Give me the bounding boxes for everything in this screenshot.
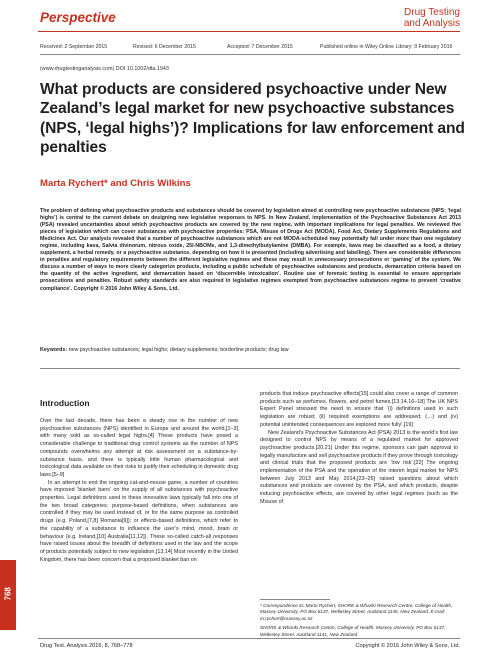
affiliation-note: SHORE & Whariki Research Centre, College of Health, Massey University, PO Box 6137, Wellesley Street, Auckland 1141, New Zealand	[260, 625, 446, 637]
page-number-tab	[0, 560, 16, 630]
paragraph: New Zealand’s Psychoactive Substances Act (PSA) 2013 is the world’s first law designed to control NPS by means of a regulated market for approved psychoactive products.[20,21] Under this regime, sponsors can gain approval to legally manufacture and sell psychoactive products if they prove through toxicology and clinical trials that the proposed products are ‘low risk’.[22] The ongoing implementation of the PSA and the operation of the interim legal market for NPS between July 2013 and May 2014,[23–25] raised questions about which substances and products are covered by the PSA, and which products, despite inducing psychoactive effects, are covered by other legal regimes (such as the Misuse of	[260, 429, 458, 505]
footer-rule	[38, 638, 460, 639]
received-date: Received: 2 September 2015	[40, 44, 108, 50]
page-number: 768	[3, 587, 13, 601]
paragraph: products that induce psychoactive effects[15] could also cover a range of common products such as perfumes, flowers, and petrol fumes.[13,14,16–18] The UK NPS Expert Panel stressed the need to ensure that ‘(i) definitions used in such legislation are robust; (ii) required exemptions are addressed; (…) and (iv) potential unintended consequences are explored more fully’.[19]	[260, 391, 458, 428]
published-date: Published online in Wiley Online Library: 9 February 2016	[320, 44, 453, 50]
revised-date: Revised: 6 December 2015	[133, 44, 196, 50]
right-column	[260, 391, 458, 507]
accepted-date: Accepted: 7 December 2015	[227, 44, 293, 50]
footer-copyright: Copyright © 2016 John Wiley & Sons, Ltd.	[355, 643, 460, 649]
keywords-rule	[40, 368, 460, 369]
footer-citation: Drug Test. Analysis 2016, 8, 768–778	[40, 643, 133, 649]
correspondence-note: * Correspondence to: Marta Rychert, SHORE & Whariki Research Centre, College of Health, Massey University, PO Box 6137, Wellesley Street, Auckland 1145, New Zealand. E-mail: m.rychert@massey.ac.nz	[260, 603, 453, 621]
journal-name-line2: and Analysis	[403, 18, 460, 29]
abstract: The problem of defining what psychoactive products and substances should be covered by legislation aimed at controlling new psychoactive substances (NPS; ‘legal highs’) is central to the current debate on designing new legislative responses to NPS. In New Zealand, implementation of the Psychoactive Substances Act 2013 (PSA) revealed uncertainties about which psychoactive products are covered by the new regime, with important implications for legal penalties. We reviewed five pieces of legislation which can cover substances with psychoactive properties: PSA, Misuse of Drugs Act (MODA), Food Act, Dietary Supplements Regulations and Medicines Act. Our analysis revealed that a number of psychoactive substances which are not MODA-scheduled may potentially fall under more than one regulatory regime, including kava, Salvia divinorum, nitrous oxide, 25I-NBOMe, and 1,3-dimethylbutylamine (DMBA). For example, kava may be classified as a food, a dietary supplement, a herbal remedy, or a psychoactive substance, depending on how it is presented (including advertising and labelling). There are considerable differences in penalties and regulatory requirements between the different legislative regimes and these may result in unnecessary prosecutions or ‘gaming’ of the system. We discuss a number of ways to more clearly categorize products, including a public schedule of psychoactive substances and products, demarcation criteria based on the quantity of the active ingredient, and demarcation based on ‘discernible intoxication’. Routine use of forensic testing is essential to ensure appropriate prosecutions and penalties. Robust safety standards are also required in legislative regimes exempted from psychoactive substances regime to prevent ‘creative compliance’. Copyright © 2016 John Wiley & Sons, Ltd.	[40, 208, 461, 292]
author-list: Marta Rychert* and Chris Wilkins	[40, 178, 191, 189]
left-column	[40, 418, 238, 564]
header-rule	[38, 31, 460, 32]
footnote	[260, 603, 458, 641]
doi-line[interactable]: (www.drugtestinganalysis.com) DOI 10.1002/dta.1943	[40, 66, 169, 72]
footnote-rule	[260, 599, 330, 600]
journal-header	[0, 0, 496, 36]
section-label: Perspective	[40, 10, 116, 25]
keywords-list: new psychoactive substances; legal highs; dietary supplements; borderline products; drug law	[68, 347, 289, 353]
introduction-heading: Introduction	[40, 398, 90, 408]
article-title: What products are considered psychoactive under New Zealand’s legal market for new psychoactive substances (NPS, ‘legal highs’)? Implications for law enforcement and penalties	[40, 81, 465, 157]
paragraph: Over the last decade, there has been a steady rise in the number of new psychoactive substances (NPS) identified in Europe and around the world,[1–3] with many sold as so-called legal highs.[4] These products have posed a considerable challenge to traditional drug control systems as the number of NPS compounds overwhelms any attempt at risk assessment on a substance-by-substance basis, and there is typically little human pharmacological and toxicological data available on their risks to justify their scheduling in domestic drug laws.[5–9]	[40, 418, 238, 478]
paragraph: In an attempt to end the ongoing cat-and-mouse game, a number of countries have imposed ‘blanket bans’ on the supply of all substances with psychoactive properties. Legal definitions used in these innovative laws typically fall into one of the two broad categories: purpose-based definitions, when substances are controlled if they may be used instead of, or for the same purpose as controlled drugs (e.g. Poland,[7,8] Romania[9]); or effects-based definitions, which refer to the capability of a substance to influence the user’s mind, mood, brain or behaviour (e.g. Ireland,[10] Australia[11,12]). These so-called catch-all responses have raised issues about the breadth of definitions used in the law and the scope of products potentially subject to new legislation.[13,14] Most recently in the United Kingdom, there has been concern that a proposed blanket ban on	[40, 479, 238, 563]
journal-name	[404, 7, 460, 29]
journal-name-line1: Drug Testing	[404, 7, 460, 18]
keywords	[40, 347, 461, 353]
dates-rule	[40, 54, 460, 55]
keywords-label: Keywords:	[40, 347, 68, 353]
